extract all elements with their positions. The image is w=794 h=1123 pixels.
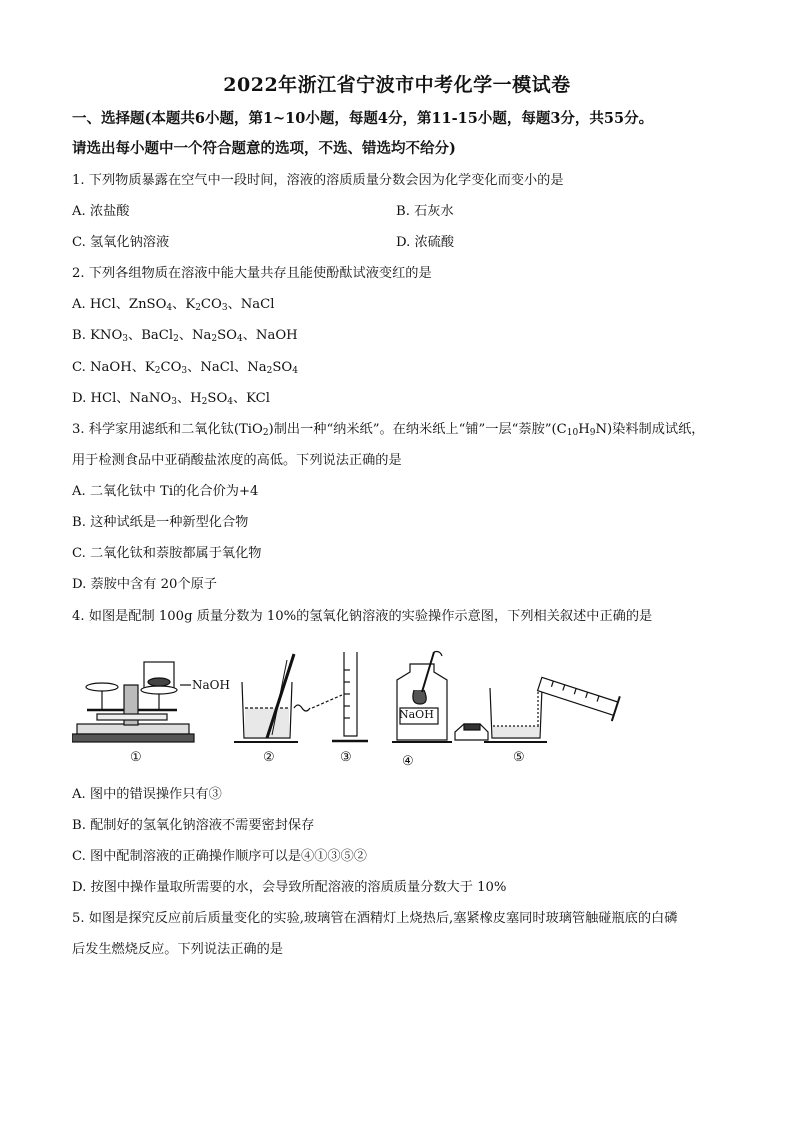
- q1-option-b: B. 石灰水: [396, 204, 454, 219]
- q3-stem-line1: 3. 科学家用滤纸和二氧化钛(TiO$_2$)制出一种“纳米纸”。在纳米纸上“铺”一层“萘胺$”(C_{10}H_9N)$染料制成试纸，: [72, 422, 705, 438]
- q4-stem: 4. 如图是配制 100g 质量分数为 10%的氢氧化钠溶液的实验操作示意图，下列相关叙述中正确的是: [72, 609, 653, 624]
- q2-option-a: A. HCl、ZnSO$_4$、$K_2CO_3$、NaCl: [72, 297, 275, 313]
- figure-label-1: ①: [130, 750, 142, 765]
- q4-option-c: C. 图中配制溶液的正确操作顺序可以是④①③⑤②: [72, 849, 367, 864]
- section-heading-line2: 请选出每小题中一个符合题意的选项，不选、错选均不给分): [72, 140, 456, 157]
- lab-operations-illustration: [72, 650, 632, 775]
- q5-stem-line2: 后发生燃烧反应。下列说法正确的是: [72, 942, 283, 957]
- figure-label-5: ⑤: [513, 750, 525, 765]
- figure-label-4: ④: [402, 754, 414, 769]
- figure-label-3: ③: [340, 750, 352, 765]
- pouring-cylinder-icon: [484, 672, 620, 742]
- q4-figure-lab-operations: [72, 650, 632, 775]
- q4-option-d: D. 按图中操作量取所需要的水，会导致所配溶液的溶质质量分数大于 10%: [72, 880, 507, 895]
- page-title: 2022年浙江省宁波市中考化学一模试卷: [223, 74, 571, 96]
- graduated-cylinder-icon: [294, 652, 368, 741]
- q3-option-d: D. 萘胺中含有 20个原子: [72, 577, 217, 592]
- balance-scale-icon: [72, 662, 194, 742]
- q3-stem-line2: 用于检测食品中亚硝酸盐浓度的高低。下列说法正确的是: [72, 453, 402, 468]
- q2-option-c: C. NaOH、$K_2CO_3$、NaCl、$Na_2SO_4$: [72, 360, 298, 376]
- section-heading-line1: 一、选择题(本题共6小题，第1~10小题，每题4分，第11-15小题，每题3分，共55分。: [72, 110, 654, 127]
- bottle-naoh-label: NaOH: [399, 708, 434, 721]
- q3-option-b: B. 这种试纸是一种新型化合物: [72, 515, 249, 530]
- q5-stem-line1: 5. 如图是探究反应前后质量变化的实验,玻璃管在酒精灯上烧热后,塞紧橡皮塞同时玻璃管触碰瓶底的白磷: [72, 911, 678, 926]
- q4-option-b: B. 配制好的氢氧化钠溶液不需要密封保存: [72, 818, 315, 833]
- naoh-label: NaOH: [192, 678, 230, 692]
- q3-option-c: C. 二氧化钛和萘胺都属于氧化物: [72, 546, 262, 561]
- q2-option-d: D. HCl、NaNO$_3$、$H_2SO_4$、KCl: [72, 391, 270, 407]
- q2-stem: 2. 下列各组物质在溶液中能大量共存且能使酚酞试液变红的是: [72, 266, 432, 281]
- q1-stem: 1. 下列物质暴露在空气中一段时间，溶液的溶质质量分数会因为化学变化而变小的是: [72, 173, 564, 188]
- figure-label-2: ②: [263, 750, 275, 765]
- beaker-stirring-icon: [234, 654, 298, 742]
- q1-option-d: D. 浓硫酸: [396, 235, 455, 250]
- q1-option-a: A. 浓盐酸: [72, 204, 130, 219]
- q2-option-b: B. $KNO_3$、BaCl$_2$、$Na_2SO_4$、NaOH: [72, 328, 298, 344]
- reagent-bottle-icon: [392, 652, 488, 743]
- q3-option-a: A. 二氧化钛中 Ti的化合价为+4: [72, 484, 259, 499]
- q4-option-a: A. 图中的错误操作只有③: [72, 787, 222, 802]
- q1-option-c: C. 氢氧化钠溶液: [72, 235, 170, 250]
